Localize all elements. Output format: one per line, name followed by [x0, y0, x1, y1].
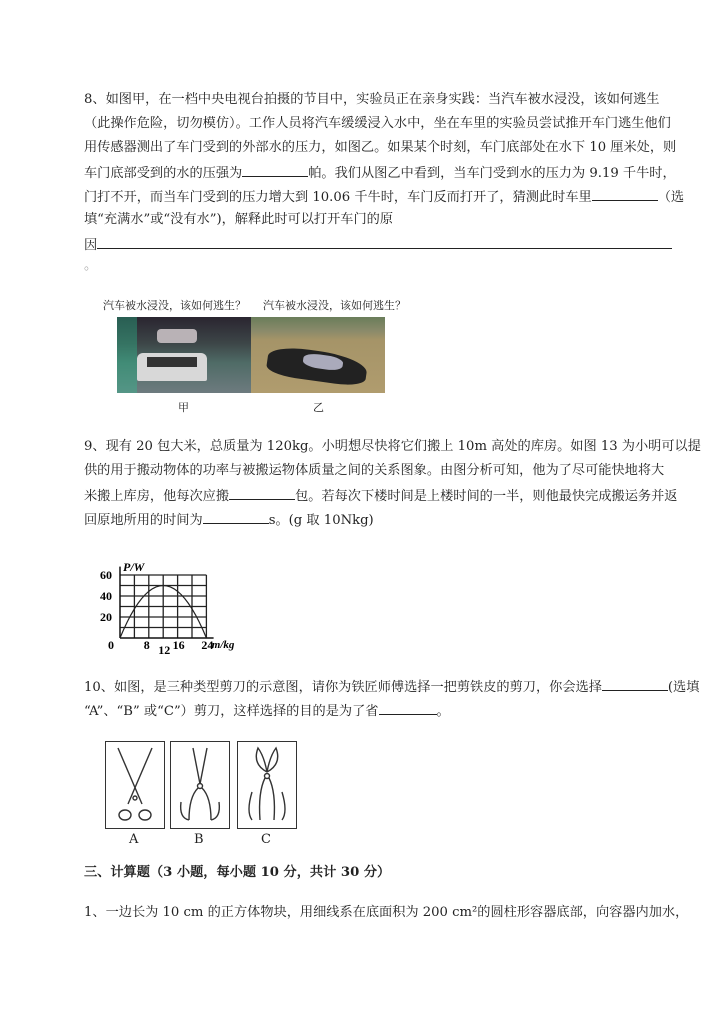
q10-text: (选填: [667, 680, 700, 695]
q10-text: 。: [436, 704, 450, 719]
scissors-label-b: B: [194, 832, 204, 847]
q9-text: 回原地所用的时间为: [84, 513, 203, 528]
scissors-a-figure: [105, 741, 165, 829]
answer-blank[interactable]: [592, 187, 658, 201]
q8-line: （此操作危险，切勿模仿）。工作人员将汽车缓缓浸入水中，坐在车里的实验员尝试推开车门逃生他们: [84, 116, 671, 131]
section-3-heading: 三、计算题（3 小题，每小题 10 分，共计 30 分）: [84, 865, 391, 880]
q8-line: 填“充满水”或“没有水”)，解释此时可以打开车门的原: [84, 212, 394, 227]
q8-line: [84, 187, 685, 207]
scissors-c-icon: [238, 742, 296, 828]
photo-label-jia: 甲: [178, 401, 189, 414]
q10-text: “A”、“B” 或“C”）剪刀，这样选择的目的是为了省: [84, 704, 379, 719]
q10-line: [84, 677, 700, 697]
q9-line: [84, 510, 674, 530]
scissors-a-icon: [106, 742, 164, 828]
scissors-b-figure: [170, 741, 230, 829]
q10-line: [84, 701, 674, 721]
calc-question-1: 1、一边长为 10 cm 的正方体物块，用细线系在底面积为 200 cm²的圆柱形容器底部，向容器内加水，: [84, 905, 689, 920]
q10-text: 10、如图，是三种类型剪刀的示意图，请你为铁匠师傅选择一把剪铁皮的剪刀，你会选择: [84, 680, 602, 695]
photo-label-yi: 乙: [313, 401, 324, 414]
x-axis-label: m/kg: [211, 639, 235, 651]
scissors-c-figure: [237, 741, 297, 829]
scissors-label-a: A: [129, 832, 139, 847]
q8-line: 用传感器测出了车门受到的外部水的压力，如图乙。如果某个时刻，车门底部处在水下 10 厘米处，则: [84, 140, 677, 155]
flooded-car-photo-left: [117, 317, 251, 393]
y-tick-label: 20: [100, 610, 112, 624]
q8-text: 帕。我们从图乙中看到，当车门受到水的压力为 9.19 千牛时，: [308, 166, 676, 181]
x-tick-label: 8: [143, 638, 150, 652]
q9-text: 米搬上库房，他每次应搬: [84, 489, 230, 504]
x-tick-label: 16: [172, 638, 185, 652]
answer-blank[interactable]: [203, 510, 269, 524]
q8-line: [84, 163, 674, 183]
photo-caption-right: 汽车被水浸没，该如何逃生？: [263, 299, 406, 312]
x-tick-label: 12: [158, 643, 171, 655]
scissors-label-c: C: [261, 832, 271, 847]
q9-line: [84, 486, 678, 506]
photo-caption-left: 汽车被水浸没，该如何逃生？: [103, 299, 246, 312]
q8-text: （选: [657, 190, 685, 205]
q9-line: 9、现有 20 包大米，总质量为 120kg。小明想尽快将它们搬上 10m 高处的库房。如图 13 为小明可以提: [84, 439, 701, 454]
q9-line: 供的用于搬动物体的功率与被搬运物体质量之间的关系图象。由图分析可知，他为了尽可能快地将大: [84, 463, 665, 478]
q8-text: 因: [84, 238, 98, 253]
x-tick-label: 0: [108, 638, 114, 652]
q8-text: 车门底部受到的水的压强为: [84, 166, 243, 181]
answer-blank[interactable]: [229, 486, 295, 500]
answer-blank[interactable]: [242, 163, 308, 177]
q8-text: 门打不开，而当车门受到的压力增大到 10.06 千牛时，车门反而打开了，猜测此时车里: [84, 190, 592, 205]
answer-blank[interactable]: [379, 701, 437, 715]
q8-line: 8、如图甲，在一档中央电视台拍摄的节目中，实验员正在亲身实践：当汽车被水浸没，该如何逃生: [84, 92, 660, 107]
q9-text: 包。若每次下楼时间是上楼时间的一半，则他最快完成搬运务并返: [295, 489, 678, 504]
x-tick-label: 24: [201, 638, 214, 652]
power-mass-graph: [95, 550, 265, 655]
q8-line: [84, 235, 674, 255]
q8-period: 。: [84, 258, 98, 273]
answer-blank[interactable]: [97, 235, 672, 249]
y-axis-label: P/W: [123, 559, 145, 574]
y-tick-label: 60: [100, 568, 112, 582]
scissors-b-icon: [171, 742, 229, 828]
flooded-car-photo-right: [251, 317, 385, 393]
answer-blank[interactable]: [602, 677, 668, 691]
y-tick-label: 40: [100, 589, 112, 603]
q9-text: s。(g 取 10Nkg): [268, 513, 374, 528]
